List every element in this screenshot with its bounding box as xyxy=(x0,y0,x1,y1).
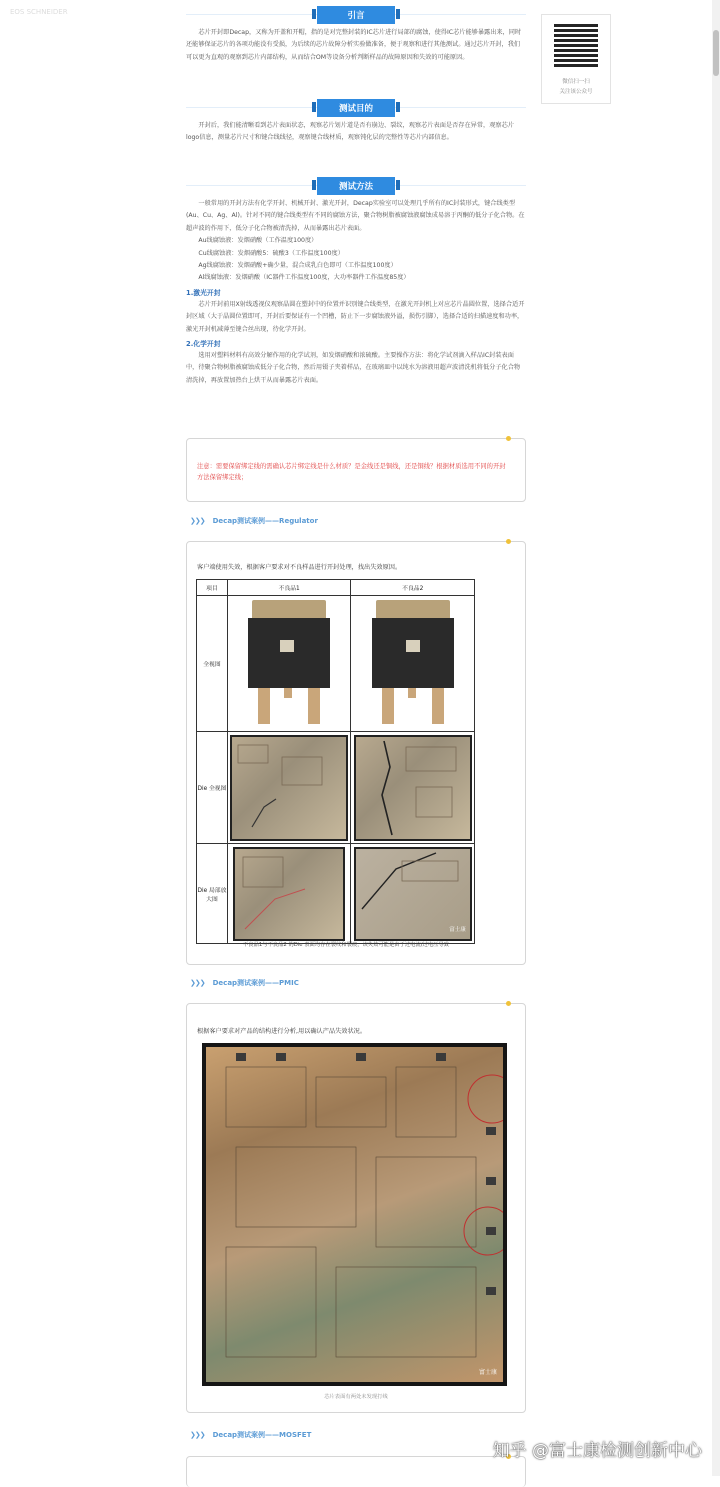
method-line: Au线腐蚀液：发烟硝酸（工作温度100度） xyxy=(198,237,318,245)
package-photo xyxy=(244,600,334,728)
package-image-2 xyxy=(351,596,475,732)
die-image-1 xyxy=(227,732,351,844)
method-line: Cu线腐蚀液：发烟硝酸5：硫酸3（工作温度100度） xyxy=(198,249,344,257)
case-regulator-title xyxy=(190,516,318,526)
case-pmic-label: Decap测试案例——PMIC xyxy=(212,979,299,987)
purpose-text: 开封后，我们能清晰看到芯片表面状态，观察芯片划片道是否有崩边、裂纹，观察芯片表面是否存在异常，观察芯片logo信息，测量芯片尺寸和键合线线径，观察键合线材质，观察钝化层的完整性等芯片内部信息。 xyxy=(186,122,514,142)
laser-heading: 1.激光开封 xyxy=(186,288,221,297)
zoom-image-2 xyxy=(351,844,475,944)
intro-text: 芯片开封即Decap，又称为开盖和开帽，指的是对完整封装的IC芯片进行局部的腐蚀，使得IC芯片能够暴露出来，同时还能够保证芯片的各项功能没有受损，为后续的芯片故障分析实验做准备，便于观察和进行其他测试。通过芯片开封，我们可以更为直观的观察到芯片内部结构，从而结合OM等设备分析判断样品的故障原因和失效的可能原因。 xyxy=(186,29,522,61)
case-regulator-label: Decap测试案例——Regulator xyxy=(212,517,318,525)
purpose-heading: 测试目的 xyxy=(317,99,395,117)
arrows-icon: ❯❯❯ xyxy=(190,1431,205,1439)
zoom-photo xyxy=(354,847,472,941)
zoom-photo xyxy=(233,847,345,941)
chem-text: 选用对塑料材料有高效分解作用的化学试剂，如发烟硝酸和浓硫酸。主要操作方法：将化学试剂滴入样品IC封装表面中，待聚合物树脂被腐蚀成低分子化合物，然后用镊子夹着样品，在玻璃皿中以纯水为溶液用超声波清洗机将低分子化合物清洗掉，再放置加热台上烘干从而暴露芯片表面。 xyxy=(186,352,521,384)
intro-heading: 引言 xyxy=(317,6,395,24)
pmic-caption: 芯片表面有两处未发现打线 xyxy=(324,1394,388,1400)
die-photo xyxy=(354,735,472,841)
image-watermark: 富士康 xyxy=(478,1369,497,1376)
brand-logo: EOS SCHNEIDER xyxy=(10,8,68,16)
note-text: 注意：需要保留绑定线的需确认芯片绑定线是什么材质？是金线还是铜线，还是铜线？根据材质选用不同的开封方法保留绑定线； xyxy=(197,463,506,481)
qr-line-1: 微信扫一扫 xyxy=(562,79,590,85)
dot-decoration xyxy=(506,436,511,441)
footer-watermark: 知乎 @富士康检测创新中心 xyxy=(492,1441,702,1461)
purpose-section xyxy=(186,99,526,145)
mosfet-box xyxy=(186,1456,526,1487)
laser-text: 芯片开封前用X射线透视仪观察晶圆在塑封中的位置并识别键合线类型，在激光开封机上对应芯片晶圆位置，选择合适开封区域（大于晶圆位置即可，开封后要保证有一个凹槽，防止下一步腐蚀液外溢，损伤引脚），选择合适的扫描速度和功率，激光开封机减薄至键合丝出现，待化学开封。 xyxy=(186,300,525,333)
table-header: 不良品1 xyxy=(227,580,351,596)
package-image-1 xyxy=(227,596,351,732)
pmic-die-surface xyxy=(206,1047,503,1382)
qr-code-icon xyxy=(554,23,598,67)
pmic-die-photo xyxy=(202,1043,507,1386)
method-line: Ag线腐蚀液：发烟硝酸+确少量，混合成乳白色即可（工作温度100度） xyxy=(198,262,397,270)
table-header: 不良品2 xyxy=(351,580,475,596)
method-line: Al线腐蚀液：发烟硝酸（IC器件工作温度100度，大功率器件工作温度85度） xyxy=(198,274,410,282)
row-label: Die 局部放大图 xyxy=(197,844,228,944)
dot-decoration xyxy=(506,1001,511,1006)
pmic-intro: 根据客户要求对产品的结构进行分析,用以确认产品失效状况。 xyxy=(197,1028,367,1035)
die-image-2 xyxy=(351,732,475,844)
case-mosfet-title xyxy=(190,1430,311,1440)
scrollbar[interactable] xyxy=(712,0,720,1476)
die-photo xyxy=(230,735,348,841)
regulator-intro: 客户端使用失效，根据客户要求对不良样品进行开封处理，找出失效原因。 xyxy=(197,564,402,571)
dot-decoration xyxy=(506,539,511,544)
regulator-table xyxy=(196,579,475,944)
image-watermark: 富士康 xyxy=(449,926,466,933)
package-photo xyxy=(368,600,458,728)
qr-card[interactable] xyxy=(541,14,611,104)
row-label: 全视图 xyxy=(197,596,228,732)
chem-heading: 2.化学开封 xyxy=(186,340,221,349)
scrollbar-thumb[interactable] xyxy=(713,30,719,76)
method-text: 一般常用的开封方法有化学开封、机械开封、激光开封，Decap实验室可以处理几乎所有的IC封装形式，键合线类型(Au、Cu、Ag、Al)。针对不同的键合线类型有不同的腐蚀方法，聚合物树脂被腐蚀液腐蚀成易溶于丙酮的低分子化合物。在超声波的作用下，低分子化合物被清洗掉，从而暴露出芯片表面。 xyxy=(186,200,525,232)
regulator-caption: 不良品1与不良品2 的Die 表面均存在裂纹和裂痕，该失效可能是由于过电流/过电压导致 xyxy=(242,942,450,948)
table-header: 项目 xyxy=(197,580,228,596)
method-section xyxy=(186,177,526,387)
arrows-icon: ❯❯❯ xyxy=(190,517,205,525)
qr-line-2: 关注该公众号 xyxy=(559,89,593,95)
case-mosfet-label: Decap测试案例——MOSFET xyxy=(212,1431,312,1439)
note-box xyxy=(186,438,526,502)
method-heading: 测试方法 xyxy=(317,177,395,195)
zoom-image-1 xyxy=(227,844,351,944)
case-pmic-title xyxy=(190,978,299,988)
row-label: Die 全视图 xyxy=(197,732,228,844)
arrows-icon: ❯❯❯ xyxy=(190,979,205,987)
intro-section xyxy=(186,6,526,64)
